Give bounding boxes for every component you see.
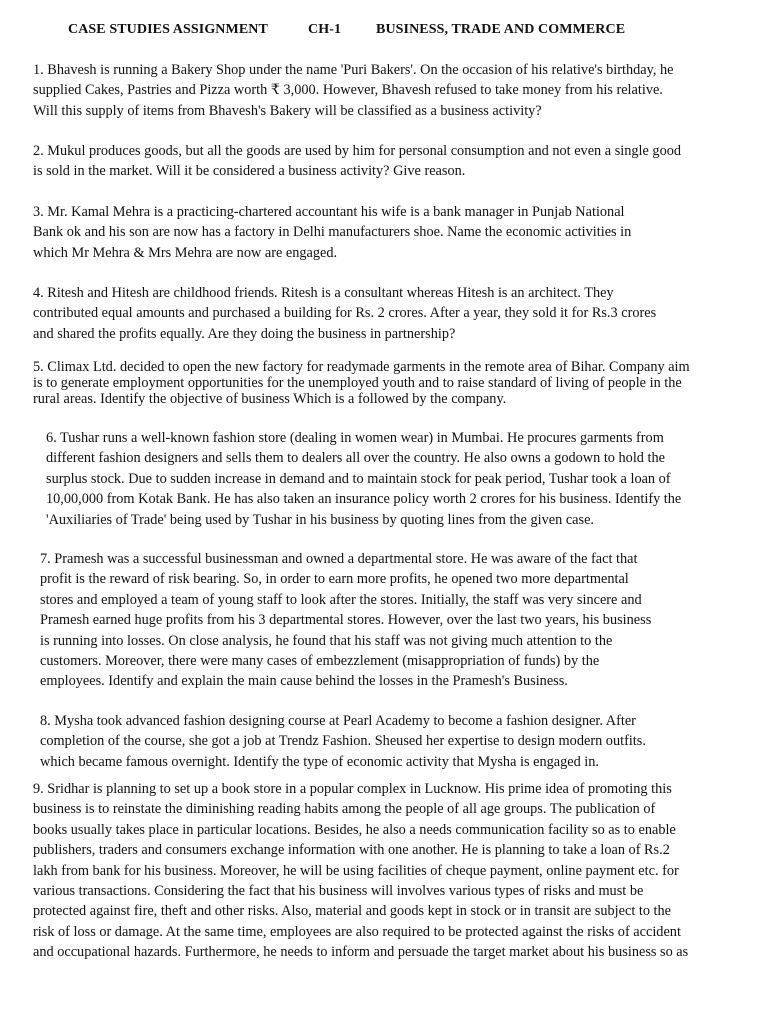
question-line: 7. Pramesh was a successful businessman and owned a departmental store. He was aware of the fact that [40,551,638,567]
question-line: Will this supply of items from Bhavesh's Bakery will be classified as a business activity? [33,102,542,119]
question-line: and occupational hazards. Furthermore, he needs to inform and persuade the target market about his business so as [33,944,689,961]
question-9 [33,779,688,963]
question-line: employees. Identify and explain the main cause behind the losses in the Pramesh's Business. [40,673,568,690]
question-line: Bank ok and his son are now has a factory in Delhi manufacturers shoe. Name the economic activities in [33,224,632,241]
question-line: which Mr Mehra & Mrs Mehra are now are engaged. [33,244,338,261]
question-2 [33,141,681,182]
question-line: stores and employed a team of young staff to look after the stores. Initially, the staff was very sincere and [40,591,642,608]
question-line: 'Auxiliaries of Trade' being used by Tushar in his business by quoting lines from the given case. [46,511,594,528]
question-line: 3. Mr. Kamal Mehra is a practicing-chartered accountant his wife is a bank manager in Punjab National [33,204,625,220]
question-line: customers. Moreover, there were many cases of embezzlement (misappropriation of funds) by the [40,653,600,670]
question-line: 9. Sridhar is planning to set up a book store in a popular complex in Lucknow. His prime idea of promoting this [33,781,672,797]
assignment-title: CASE STUDIES ASSIGNMENT [68,22,268,37]
question-line: various transactions. Considering the fact that his business will involves various types of risks and must be [33,883,644,900]
question-line: is sold in the market. Will it be considered a business activity? Give reason. [33,163,466,180]
question-line: 10,00,000 from Kotak Bank. He has also taken an insurance policy worth 2 crores for his business. Identify the [46,491,682,508]
question-line: 8. Mysha took advanced fashion designing course at Pearl Academy to become a fashion designer. After [40,713,636,729]
question-6 [46,428,681,530]
question-line: rural areas. Identify the objective of business Which is a followed by the company. [33,391,507,407]
question-line: books usually takes place in particular locations. Besides, he also a needs communication facility so as to enable [33,821,676,838]
question-line: 2. Mukul produces goods, but all the goods are used by him for personal consumption and not even a single good [33,143,682,159]
question-line: protected against fire, theft and other risks. Also, material and goods kept in stock or in transit are subject to the [33,903,672,920]
question-line: 4. Ritesh and Hitesh are childhood friends. Ritesh is a consultant whereas Hitesh is an architect. They [33,285,614,301]
question-line: Pramesh earned huge profits from his 3 departmental stores. However, over the last two years, his business [40,612,652,629]
question-line: surplus stock. Due to sudden increase in demand and to maintain stock for peak period, Tushar took a loan of [46,470,671,487]
question-line: risk of loss or damage. At the same time, employees are also required to be protected against the risks of accident [33,923,681,940]
question-line: 6. Tushar runs a well-known fashion store (dealing in women wear) in Mumbai. He procures garments from [46,430,664,446]
question-line: publishers, traders and consumers exchange information with one another. He is planning to take a loan of Rs.2 [33,842,670,859]
question-line: different fashion designers and sells them to dealers all over the country. He also owns a godown to hold the [46,450,665,467]
question-line: 5. Climax Ltd. decided to open the new factory for readymade garments in the remote area of Bihar. Company aim [33,359,690,375]
question-line: is to generate employment opportunities for the unemployed youth and to raise standard of living of people in the [33,375,682,391]
question-1 [33,60,673,121]
question-line: contributed equal amounts and purchased a building for Rs. 2 crores. After a year, they sold it for Rs.3 crores [33,305,657,322]
page-header [68,22,758,38]
chapter-label: CH-1 [308,22,342,37]
question-line: is running into losses. On close analysis, he found that his staff was not giving much attention to the [40,632,613,649]
question-3 [33,202,631,263]
subject-title: BUSINESS, TRADE AND COMMERCE [376,22,626,37]
question-5 [33,359,690,407]
question-line: profit is the reward of risk bearing. So, in order to earn more profits, he opened two more departmental [40,571,629,588]
question-line: which became famous overnight. Identify the type of economic activity that Mysha is engaged in. [40,753,600,770]
question-4 [33,283,656,344]
question-8 [40,711,646,772]
question-line: and shared the profits equally. Are they doing the business in partnership? [33,325,456,342]
question-7 [40,549,651,692]
question-line: completion of the course, she got a job at Trendz Fashion. Sheused her expertise to design modern outfits. [40,733,646,750]
question-line: supplied Cakes, Pastries and Pizza worth ₹ 3,000. However, Bhavesh refused to take money from his relative. [33,82,663,99]
question-line: business is to reinstate the diminishing reading habits among the people of all age groups. The publication of [33,801,656,818]
question-line: 1. Bhavesh is running a Bakery Shop under the name 'Puri Bakers'. On the occasion of his relative's birthday, he [33,62,674,78]
question-line: lakh from bank for his business. Moreover, he will be using facilities of cheque payment, online payment etc. for [33,862,679,879]
